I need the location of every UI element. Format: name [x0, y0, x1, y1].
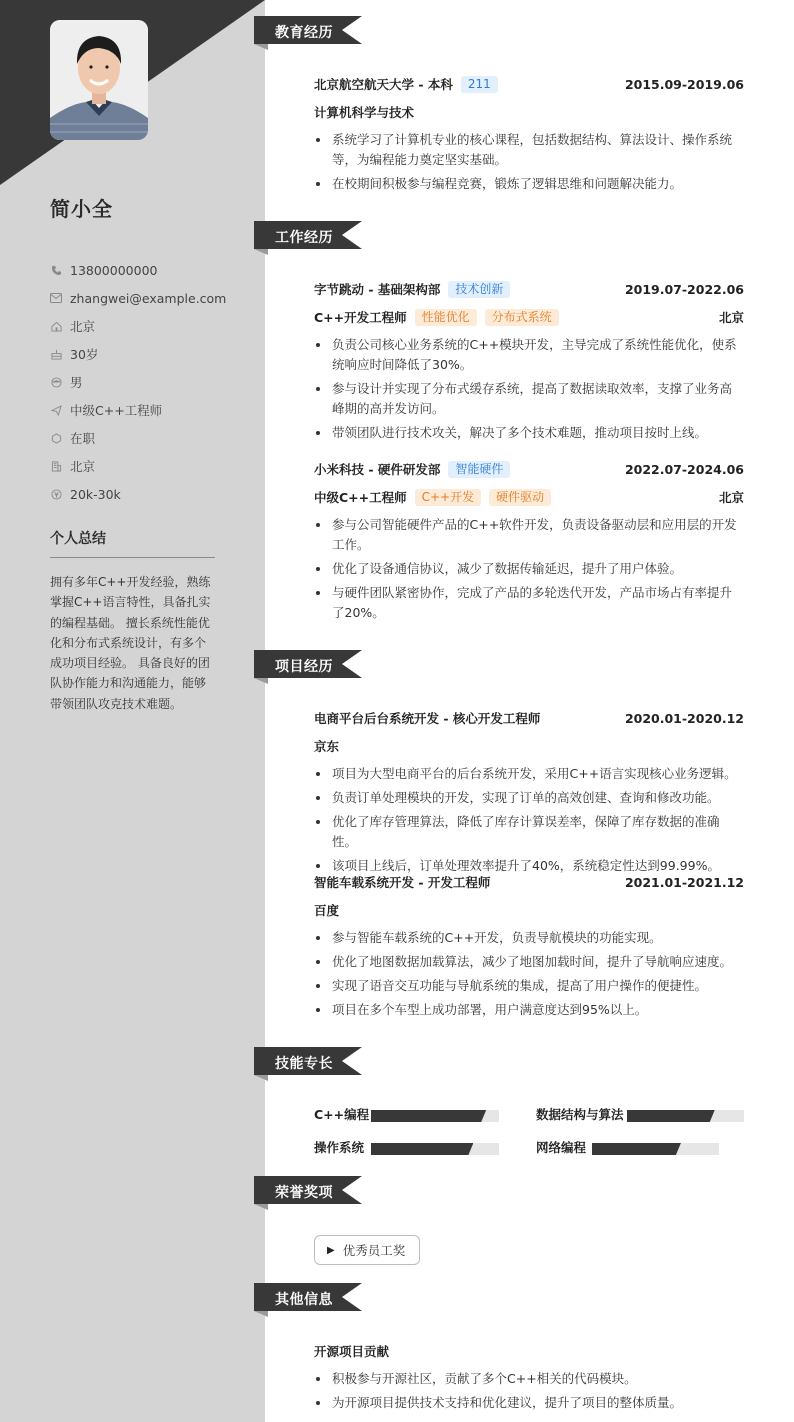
gender-text: 男	[70, 375, 83, 390]
status-text: 在职	[70, 431, 96, 446]
section-title: 教育经历	[275, 25, 333, 41]
skill-bar-track	[371, 1110, 499, 1122]
skill-item	[314, 1137, 500, 1157]
list-item: 积极参与开源社区，贡献了多个C++相关的代码模块。	[314, 1369, 744, 1389]
project-name: 电商平台后台系统开发 - 核心开发工程师	[314, 711, 541, 726]
award-chip[interactable]	[314, 1235, 420, 1265]
award-label: 优秀员工奖	[342, 1243, 406, 1258]
avatar	[50, 20, 148, 140]
home-icon	[50, 320, 62, 332]
list-item: 实现了语音交互功能与导航系统的集成，提高了用户操作的便捷性。	[314, 976, 744, 996]
company-name: 小米科技 - 硬件研发部	[314, 462, 441, 477]
info-status	[50, 424, 226, 452]
city-text: 北京	[70, 459, 96, 474]
project-date: 2021.01-2021.12	[624, 874, 744, 890]
section-title: 荣誉奖项	[275, 1185, 333, 1201]
skill-bar-fill	[627, 1110, 715, 1122]
info-email	[50, 284, 226, 312]
other-title-row	[314, 1341, 744, 1361]
project-org: 百度	[314, 903, 340, 918]
project-name: 智能车载系统开发 - 开发工程师	[314, 875, 491, 890]
section-header-education	[254, 16, 374, 58]
skill-bar-fill	[592, 1143, 681, 1155]
section-title: 工作经历	[275, 230, 333, 246]
work-role-row	[314, 487, 744, 507]
section-header-honors	[254, 1176, 374, 1218]
list-item: 为开源项目提供技术支持和优化建议，提升了项目的整体质量。	[314, 1393, 744, 1413]
skill-name: 数据结构与算法	[536, 1107, 624, 1122]
info-gender	[50, 368, 226, 396]
project-org-row	[314, 900, 744, 920]
skill-name: C++编程	[314, 1107, 370, 1122]
project-row	[314, 872, 744, 892]
section-title: 技能专长	[275, 1056, 333, 1072]
work-bullets	[314, 335, 744, 447]
section-header-other	[254, 1283, 374, 1325]
list-item: 该项目上线后，订单处理效率提升了40%，系统稳定性达到99.99%。	[314, 856, 744, 876]
role-tag: 硬件驱动	[489, 489, 551, 506]
status-icon	[50, 432, 62, 444]
skill-name: 操作系统	[314, 1140, 365, 1155]
sidebar	[0, 0, 265, 1422]
list-item: 带领团队进行技术攻关，解决了多个技术难题，推动项目按时上线。	[314, 423, 744, 443]
list-item: 项目在多个车型上成功部署，用户满意度达到95%以上。	[314, 1000, 744, 1020]
education-date: 2015.09-2019.06	[624, 76, 744, 92]
company-tag: 技术创新	[448, 281, 510, 298]
location-text: 北京	[70, 319, 96, 334]
work-role-row	[314, 307, 744, 327]
skill-name: 网络编程	[536, 1140, 587, 1155]
education-row	[314, 74, 744, 94]
skill-bar-track	[371, 1143, 499, 1155]
skill-bar-fill	[371, 1143, 473, 1155]
skill-item	[314, 1104, 500, 1124]
candidate-name: 简小全	[50, 197, 113, 221]
school-name: 北京航空航天大学 - 本科	[314, 77, 453, 92]
phone-icon	[50, 264, 62, 276]
role-tag: 性能优化	[415, 309, 477, 326]
list-item: 系统学习了计算机专业的核心课程，包括数据结构、算法设计、操作系统等，为编程能力奠定坚实基础。	[314, 130, 744, 170]
work-date: 2022.07-2024.06	[624, 461, 744, 477]
company-name: 字节跳动 - 基础架构部	[314, 282, 441, 297]
gender-icon	[50, 376, 62, 388]
info-age	[50, 340, 226, 368]
project-row	[314, 708, 744, 728]
section-header-skills	[254, 1047, 374, 1089]
company-tag: 智能硬件	[448, 461, 510, 478]
list-item: 在校期间积极参与编程竞赛，锻炼了逻辑思维和问题解决能力。	[314, 174, 744, 194]
info-salary	[50, 480, 226, 508]
info-phone	[50, 256, 226, 284]
info-city	[50, 452, 226, 480]
work-city: 北京	[718, 310, 744, 325]
email-text: zhangwei@example.com	[70, 290, 227, 306]
work-company-row	[314, 279, 744, 299]
school-tag: 211	[461, 76, 498, 93]
info-position	[50, 396, 226, 424]
list-item: 参与公司智能硬件产品的C++软件开发，负责设备驱动层和应用层的开发工作。	[314, 515, 744, 555]
salary-text: 20k-30k	[70, 486, 121, 502]
position-text: 中级C++工程师	[70, 403, 163, 418]
play-icon: ▶	[327, 1244, 335, 1256]
section-header-projects	[254, 650, 374, 692]
list-item: 优化了设备通信协议，减少了数据传输延迟，提升了用户体验。	[314, 559, 744, 579]
project-bullets	[314, 928, 744, 1024]
role-name: C++开发工程师	[314, 310, 407, 325]
salary-icon	[50, 488, 62, 500]
role-tag: C++开发	[415, 489, 482, 506]
summary-heading: 个人总结	[50, 528, 215, 558]
list-item: 参与设计并实现了分布式缓存系统，提高了数据读取效率，支撑了业务高峰期的高并发访问。	[314, 379, 744, 419]
project-org: 京东	[314, 739, 340, 754]
skill-bar-track	[627, 1110, 744, 1122]
education-bullets	[314, 130, 744, 198]
major-name: 计算机科学与技术	[314, 105, 415, 120]
role-name: 中级C++工程师	[314, 490, 407, 505]
project-org-row	[314, 736, 744, 756]
age-icon	[50, 348, 62, 360]
other-bullets	[314, 1369, 744, 1417]
list-item: 与硬件团队紧密协作，完成了产品的多轮迭代开发，产品市场占有率提升了20%。	[314, 583, 744, 623]
info-location	[50, 312, 226, 340]
role-tag: 分布式系统	[485, 309, 559, 326]
contact-info-list	[50, 256, 226, 508]
section-header-work	[254, 221, 374, 263]
skill-bar-fill	[371, 1110, 486, 1122]
send-icon	[50, 404, 62, 416]
list-item: 优化了地图数据加载算法，减少了地图加载时间，提升了导航响应速度。	[314, 952, 744, 972]
other-title: 开源项目贡献	[314, 1344, 390, 1359]
building-icon	[50, 460, 62, 472]
skill-item	[536, 1104, 744, 1124]
project-date: 2020.01-2020.12	[624, 710, 744, 726]
mail-icon	[50, 292, 62, 304]
list-item: 优化了库存管理算法，降低了库存计算误差率，保障了库存数据的准确性。	[314, 812, 744, 852]
major-row	[314, 102, 744, 122]
list-item: 项目为大型电商平台的后台系统开发，采用C++语言实现核心业务逻辑。	[314, 764, 744, 784]
work-bullets	[314, 515, 744, 627]
section-title: 项目经历	[275, 659, 333, 675]
work-city: 北京	[718, 490, 744, 505]
skill-bar-track	[592, 1143, 719, 1155]
section-title: 其他信息	[275, 1292, 333, 1308]
phone-text: 13800000000	[70, 262, 158, 278]
list-item: 参与智能车载系统的C++开发，负责导航模块的功能实现。	[314, 928, 744, 948]
summary-text: 拥有多年C++开发经验，熟练掌握C++语言特性，具备扎实的编程基础。 擅长系统性能优化和分布式系统设计，有多个成功项目经验。 具备良好的团队协作能力和沟通能力，能够带领团队攻克技术难题。	[50, 575, 211, 711]
list-item: 负责公司核心业务系统的C++模块开发，主导完成了系统性能优化，使系统响应时间降低了30%。	[314, 335, 744, 375]
list-item: 负责订单处理模块的开发，实现了订单的高效创建、查询和修改功能。	[314, 788, 744, 808]
project-bullets	[314, 764, 744, 880]
work-company-row	[314, 459, 744, 479]
age-text: 30岁	[70, 347, 99, 362]
work-date: 2019.07-2022.06	[624, 281, 744, 297]
skill-item	[536, 1137, 720, 1157]
